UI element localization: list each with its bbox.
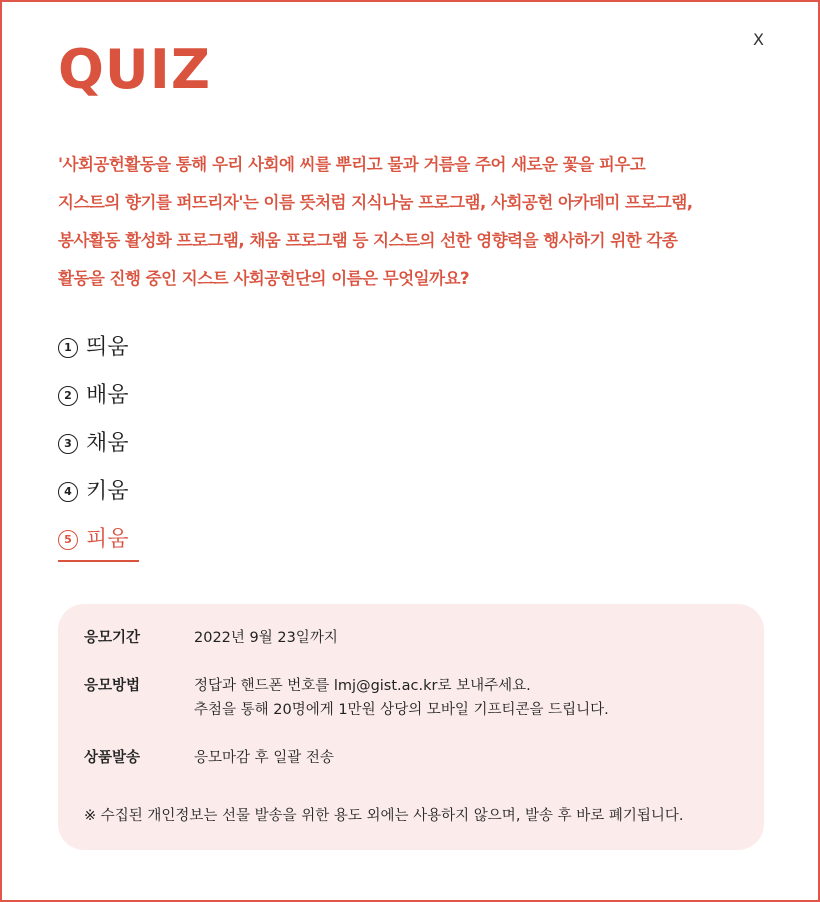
answer-option-wrap (58, 520, 139, 562)
answer-option-wrap (58, 431, 129, 456)
circled-number-icon: 3 (58, 434, 78, 454)
answer-option-4[interactable] (58, 472, 139, 520)
privacy-note: ※ 수집된 개인정보는 선물 발송을 위한 용도 외에는 사용하지 않으며, 발송 후 바로 폐기됩니다. (84, 808, 684, 824)
question-line: '사회공헌활동을 통해 우리 사회에 씨를 뿌리고 물과 거름을 주어 새로운 꽃을 피우고 (58, 155, 646, 174)
question-line: 봉사활동 활성화 프로그램, 채움 프로그램 등 지스트의 선한 영향력을 행사하기 위한 각종 (58, 231, 678, 250)
answer-option-label: 키움 (86, 479, 129, 504)
answer-option-label: 띄움 (86, 335, 129, 360)
entry-period-text: 2022년 9월 23일까지 (194, 630, 338, 646)
answer-options (58, 328, 139, 568)
question-line: 활동을 진행 중인 지스트 사회공헌단의 이름은 무엇일까요? (58, 269, 470, 288)
entry-info-box (58, 604, 764, 850)
prize-delivery-value (194, 746, 334, 770)
entry-method-line: 정답과 핸드폰 번호를 lmj@gist.ac.kr로 보내주세요. (194, 678, 531, 694)
close-button[interactable]: X (753, 30, 764, 49)
circled-number-icon: 1 (58, 338, 78, 358)
question-line: 지스트의 향기를 퍼뜨리자'는 이름 뜻처럼 지식나눔 프로그램, 사회공헌 아카데미 프로그램, (58, 193, 693, 212)
circled-number-icon: 5 (58, 530, 78, 550)
answer-option-3[interactable] (58, 424, 139, 472)
entry-period-label: 응모기간 (84, 630, 141, 646)
answer-option-1[interactable] (58, 328, 139, 376)
answer-option-2[interactable] (58, 376, 139, 424)
answer-option-label: 배움 (86, 383, 129, 408)
circled-number-icon: 4 (58, 482, 78, 502)
answer-option-5[interactable] (58, 520, 139, 568)
answer-option-wrap (58, 479, 129, 504)
quiz-question (58, 146, 758, 298)
entry-period-row (84, 626, 738, 650)
entry-method-row (84, 674, 738, 722)
entry-method-line: 추첨을 통해 20명에게 1만원 상당의 모바일 기프티콘을 드립니다. (194, 702, 609, 718)
answer-option-wrap (58, 383, 129, 408)
answer-option-wrap (58, 335, 129, 360)
prize-delivery-text: 응모마감 후 일괄 전송 (194, 750, 334, 766)
entry-period-value (194, 626, 338, 650)
quiz-title: QUIZ (58, 38, 212, 101)
entry-method-value (194, 674, 609, 722)
prize-delivery-row (84, 746, 738, 770)
prize-delivery-label: 상품발송 (84, 750, 141, 766)
circled-number-icon: 2 (58, 386, 78, 406)
answer-option-label: 피움 (86, 527, 129, 552)
answer-option-label: 채움 (86, 431, 129, 456)
entry-method-label: 응모방법 (84, 678, 141, 694)
